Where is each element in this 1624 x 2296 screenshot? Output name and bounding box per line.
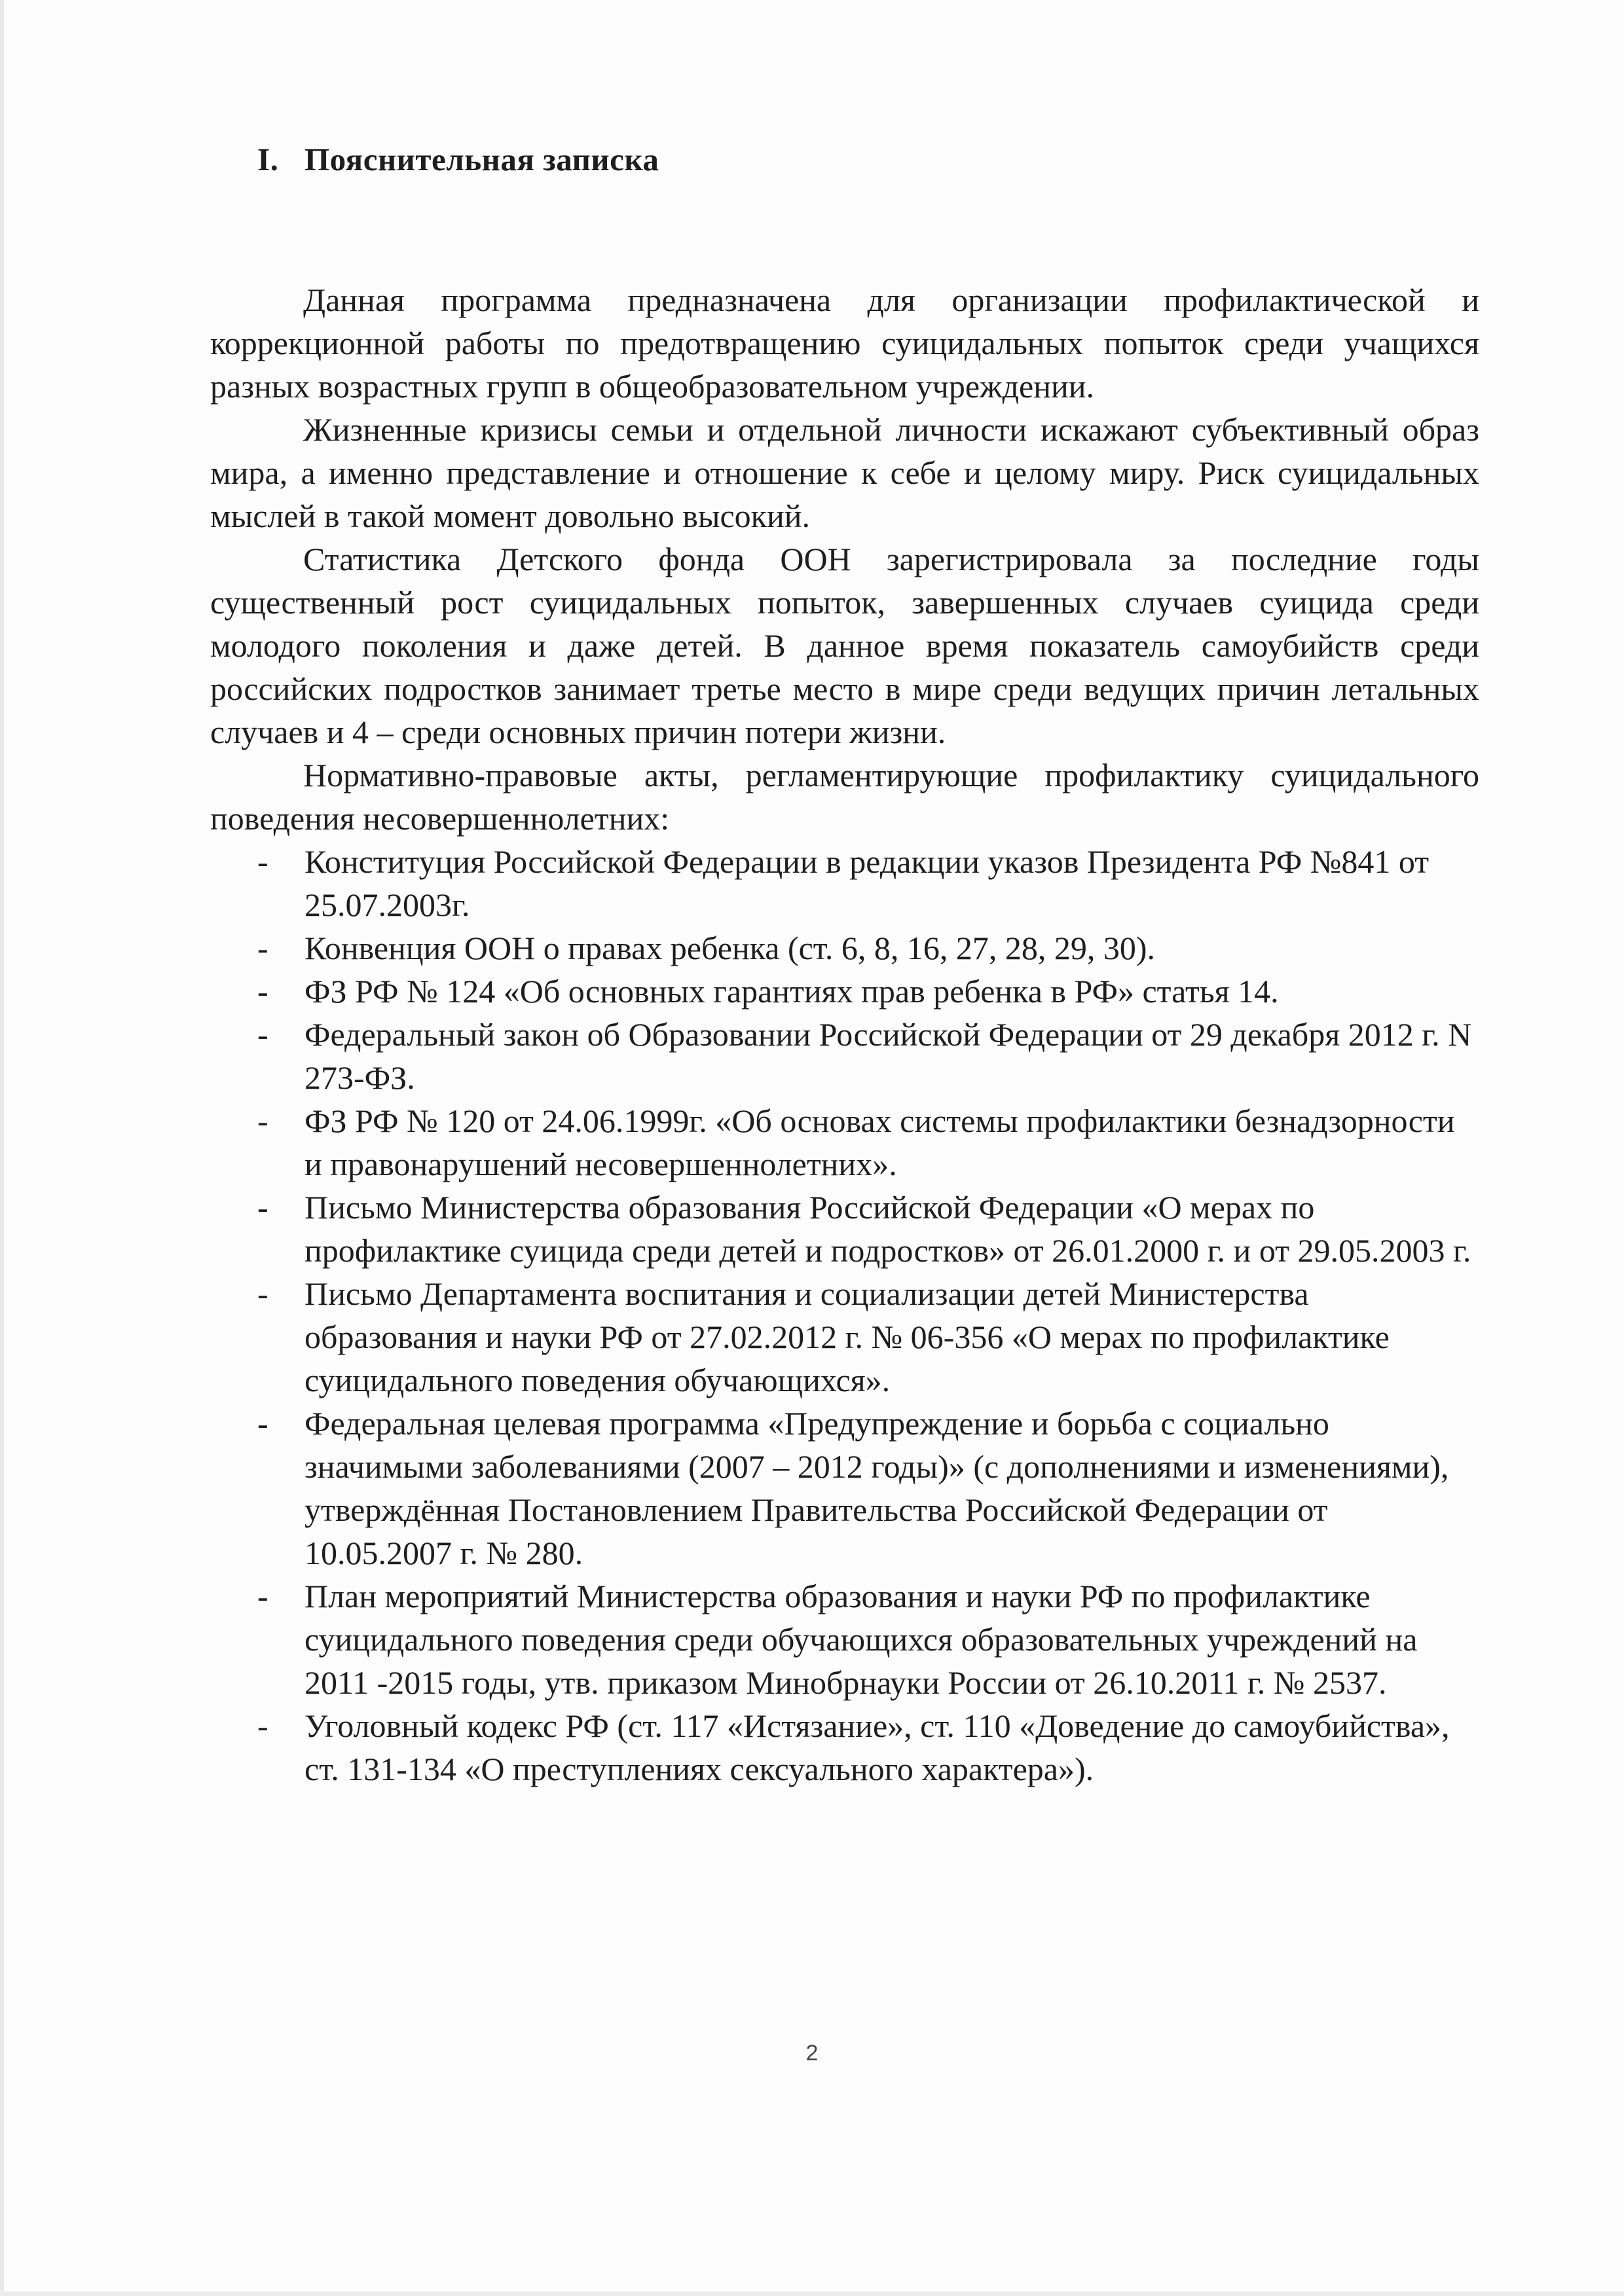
section-title: Пояснительная записка (304, 141, 659, 177)
list-item (210, 1272, 1479, 1402)
paragraph-acts-intro: Нормативно-правовые акты, регламентирующие профилактику суицидального поведения несовершеннолетних: (210, 757, 1479, 837)
list-marker: - (257, 930, 268, 966)
list-marker: - (257, 1578, 268, 1614)
document-body (210, 278, 1479, 1791)
list-item-text: План мероприятий Министерства образования и науки РФ по профилактике суицидального поведения среди обучающихся образовательных учреждений на 2011 -2015 годы, утв. приказом Минобрнауки России от 26.10.2011 г. № 2537. (304, 1578, 1418, 1701)
list-marker: - (257, 1275, 268, 1312)
list-item-text: Конвенция ООН о правах ребенка (ст. 6, 8, 16, 27, 28, 29, 30). (304, 930, 1156, 966)
list-item (210, 1013, 1479, 1099)
list-item-text: Конституция Российской Федерации в редакции указов Президента РФ №841 от 25.07.2003г. (304, 843, 1430, 923)
scan-edge-bottom (0, 2291, 1624, 2296)
list-item-text: ФЗ РФ № 120 от 24.06.1999г. «Об основах системы профилактики безнадзорности и правонарушений несовершеннолетних». (304, 1102, 1455, 1182)
paragraph-purpose: Данная программа предназначена для организации профилактической и коррекционной работы по предотвращению суицидальных попыток среди учащихся разных возрастных групп в общеобразовательном учреждении. (210, 282, 1479, 405)
list-marker: - (257, 843, 268, 880)
list-item (210, 926, 1479, 970)
list-item (210, 840, 1479, 926)
list-item-text: Письмо Департамента воспитания и социализации детей Министерства образования и науки РФ от 27.02.2012 г. № 06-356 «О мерах по профилактике суицидального поведения обучающихся». (304, 1275, 1390, 1398)
list-item-text: Письмо Министерства образования Российской Федерации «О мерах по профилактике суицида среди детей и подростков» от 26.01.2000 г. и от 29.05.2003 г. (304, 1189, 1471, 1269)
list-item (210, 1402, 1479, 1575)
section-number: I. (257, 141, 279, 177)
legal-acts-list (210, 840, 1479, 1791)
list-item-text: Федеральный закон об Образовании Российской Федерации от 29 декабря 2012 г. N 273-ФЗ. (304, 1016, 1472, 1096)
list-marker: - (257, 1189, 268, 1226)
section-heading (257, 141, 659, 178)
list-item (210, 970, 1479, 1013)
paragraph-statistics: Статистика Детского фонда ООН зарегистрировала за последние годы существенный рост суицидальных попыток, завершенных случаев суицида среди молодого поколения и даже детей. В данное время показатель самоубийств среди российских подростков занимает третье место в мире среди ведущих причин летальных случаев и 4 – среди основных причин потери жизни. (210, 541, 1479, 750)
list-item (210, 1575, 1479, 1704)
list-marker: - (257, 973, 268, 1010)
list-item (210, 1099, 1479, 1186)
list-marker: - (257, 1405, 268, 1442)
list-marker: - (257, 1707, 268, 1744)
list-marker: - (257, 1102, 268, 1139)
paragraph-crises: Жизненные кризисы семьи и отдельной личности искажают субъективный образ мира, а именно представление и отношение к себе и целому миру. Риск суицидальных мыслей в такой момент довольно высокий. (210, 411, 1479, 534)
list-item-text: ФЗ РФ № 124 «Об основных гарантиях прав ребенка в РФ» статья 14. (304, 973, 1279, 1010)
list-item (210, 1186, 1479, 1272)
list-item (210, 1704, 1479, 1791)
scan-edge-left (0, 0, 4, 2296)
list-marker: - (257, 1016, 268, 1053)
list-item-text: Уголовный кодекс РФ (ст. 117 «Истязание», ст. 110 «Доведение до самоубийства», ст. 131-134 «О преступлениях сексуального характера»). (304, 1707, 1450, 1787)
page-number: 2 (805, 2041, 819, 2066)
list-item-text: Федеральная целевая программа «Предупреждение и борьба с социально значимыми заболеваниями (2007 – 2012 годы)» (с дополнениями и изменениями), утверждённая Постановлением Правительства Российской Федерации от 10.05.2007 г. № 280. (304, 1405, 1449, 1571)
